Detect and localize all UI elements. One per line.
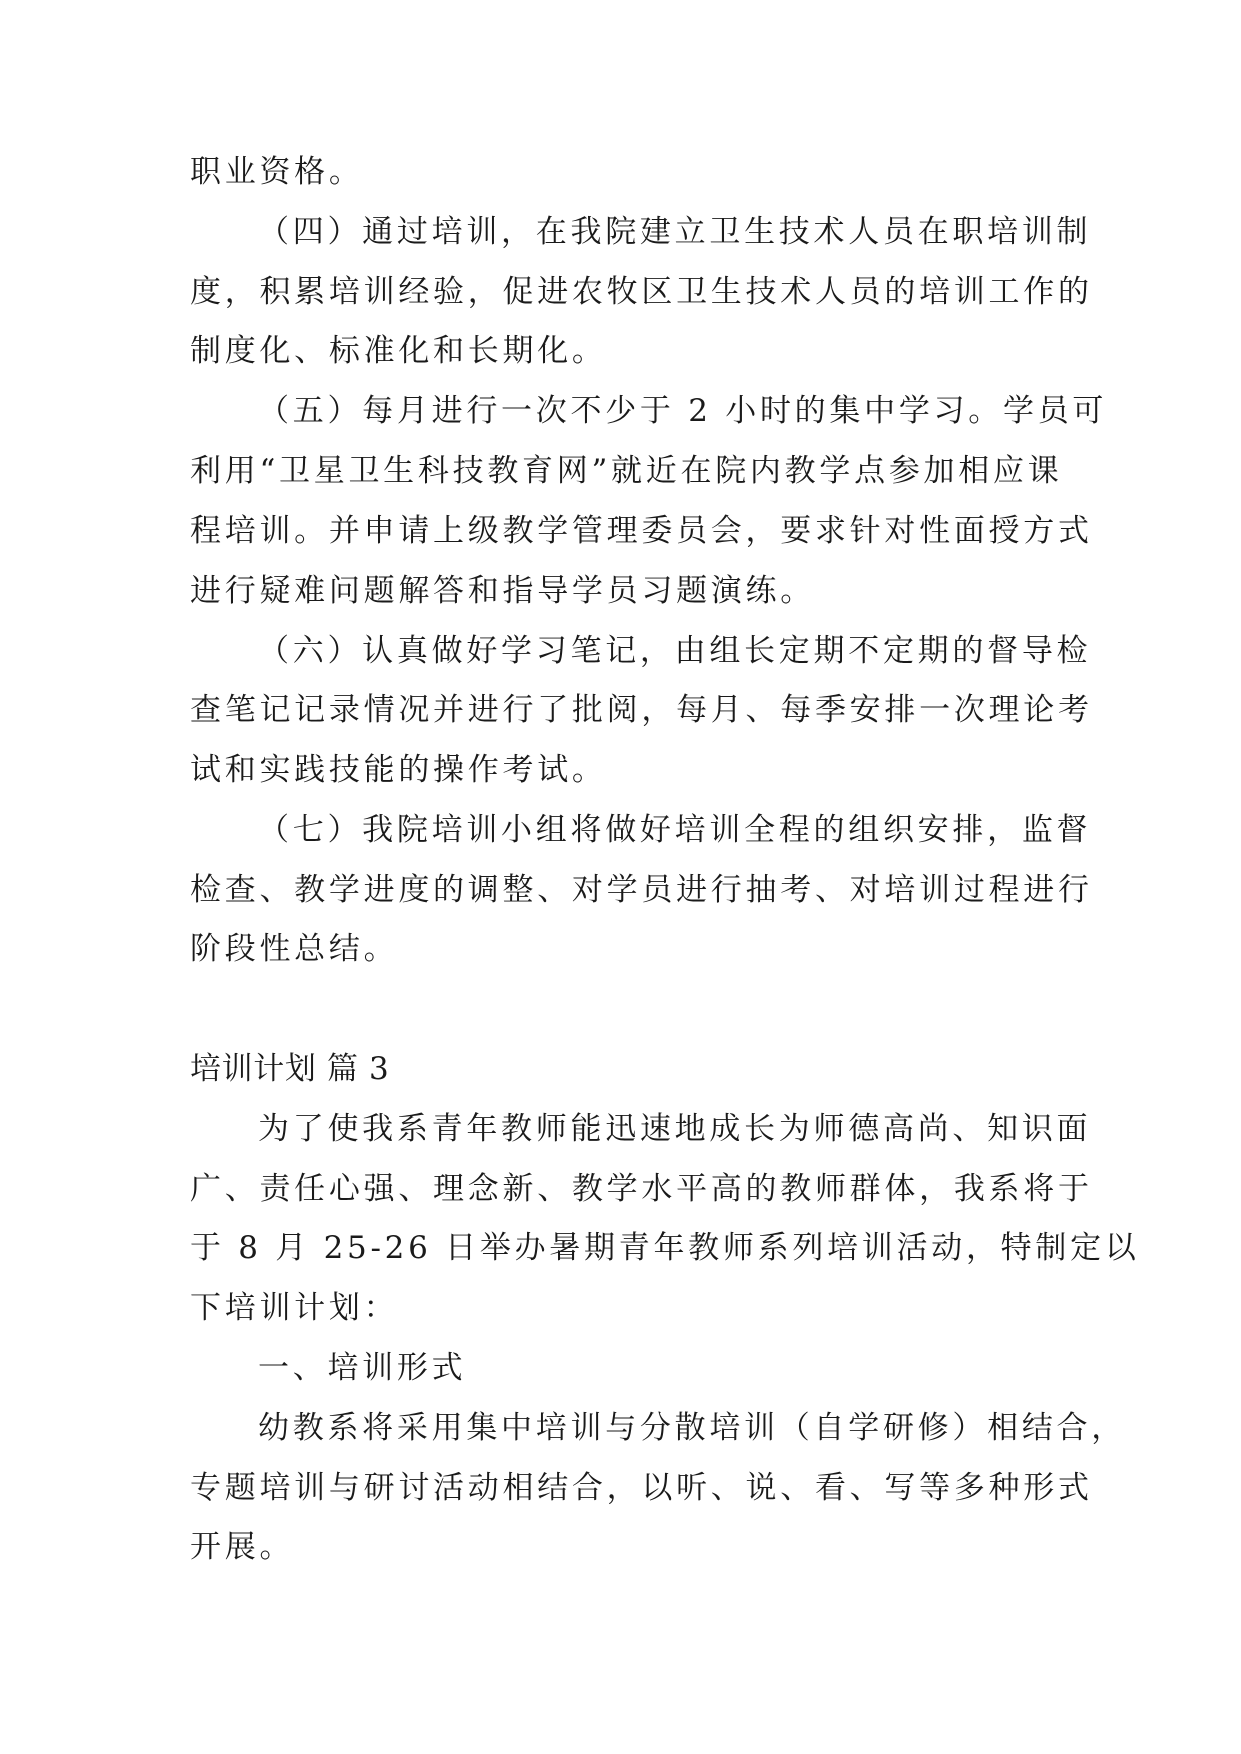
text-line: 度，积累培训经验，促进农牧区卫生技术人员的培训工作的 <box>190 274 1093 310</box>
text-line: 于 8 月 25-26 日举办暑期青年教师系列培训活动，特制定以 <box>190 1230 1140 1266</box>
text-line: 阶段性总结。 <box>190 931 399 967</box>
text-line: 职业资格。 <box>190 154 364 190</box>
text-line: 下培训计划： <box>190 1290 399 1326</box>
text-line: 为了使我系青年教师能迅速地成长为师德高尚、知识面 <box>258 1111 1092 1147</box>
text-line: 专题培训与研讨活动相结合，以听、说、看、写等多种形式 <box>190 1470 1093 1506</box>
text-line: （六）认真做好学习笔记，由组长定期不定期的督导检 <box>258 633 1092 669</box>
text-line: 检查、教学进度的调整、对学员进行抽考、对培训过程进行 <box>190 872 1093 908</box>
text-line: 程培训。并申请上级教学管理委员会，要求针对性面授方式 <box>190 513 1093 549</box>
text-line: 广、责任心强、理念新、教学水平高的教师群体，我系将于 <box>190 1171 1093 1207</box>
subsection-heading: 一、培训形式 <box>258 1350 467 1386</box>
text-line: 开展。 <box>190 1529 295 1565</box>
text-line: 利用“卫星卫生科技教育网”就近在院内教学点参加相应课 <box>190 453 1063 489</box>
text-line: （五）每月进行一次不少于 2 小时的集中学习。学员可 <box>258 393 1108 429</box>
text-line: 试和实践技能的操作考试。 <box>190 752 607 788</box>
text-line: 幼教系将采用集中培训与分散培训（自学研修）相结合， <box>258 1410 1126 1446</box>
section-heading: 培训计划 篇 3 <box>190 1051 390 1087</box>
text-line: 进行疑难问题解答和指导学员习题演练。 <box>190 573 815 609</box>
text-line: 制度化、标准化和长期化。 <box>190 333 607 369</box>
text-line: （四）通过培训，在我院建立卫生技术人员在职培训制 <box>258 214 1092 250</box>
text-line: （七）我院培训小组将做好培训全程的组织安排，监督 <box>258 812 1092 848</box>
text-line: 查笔记记录情况并进行了批阅，每月、每季安排一次理论考 <box>190 692 1093 728</box>
